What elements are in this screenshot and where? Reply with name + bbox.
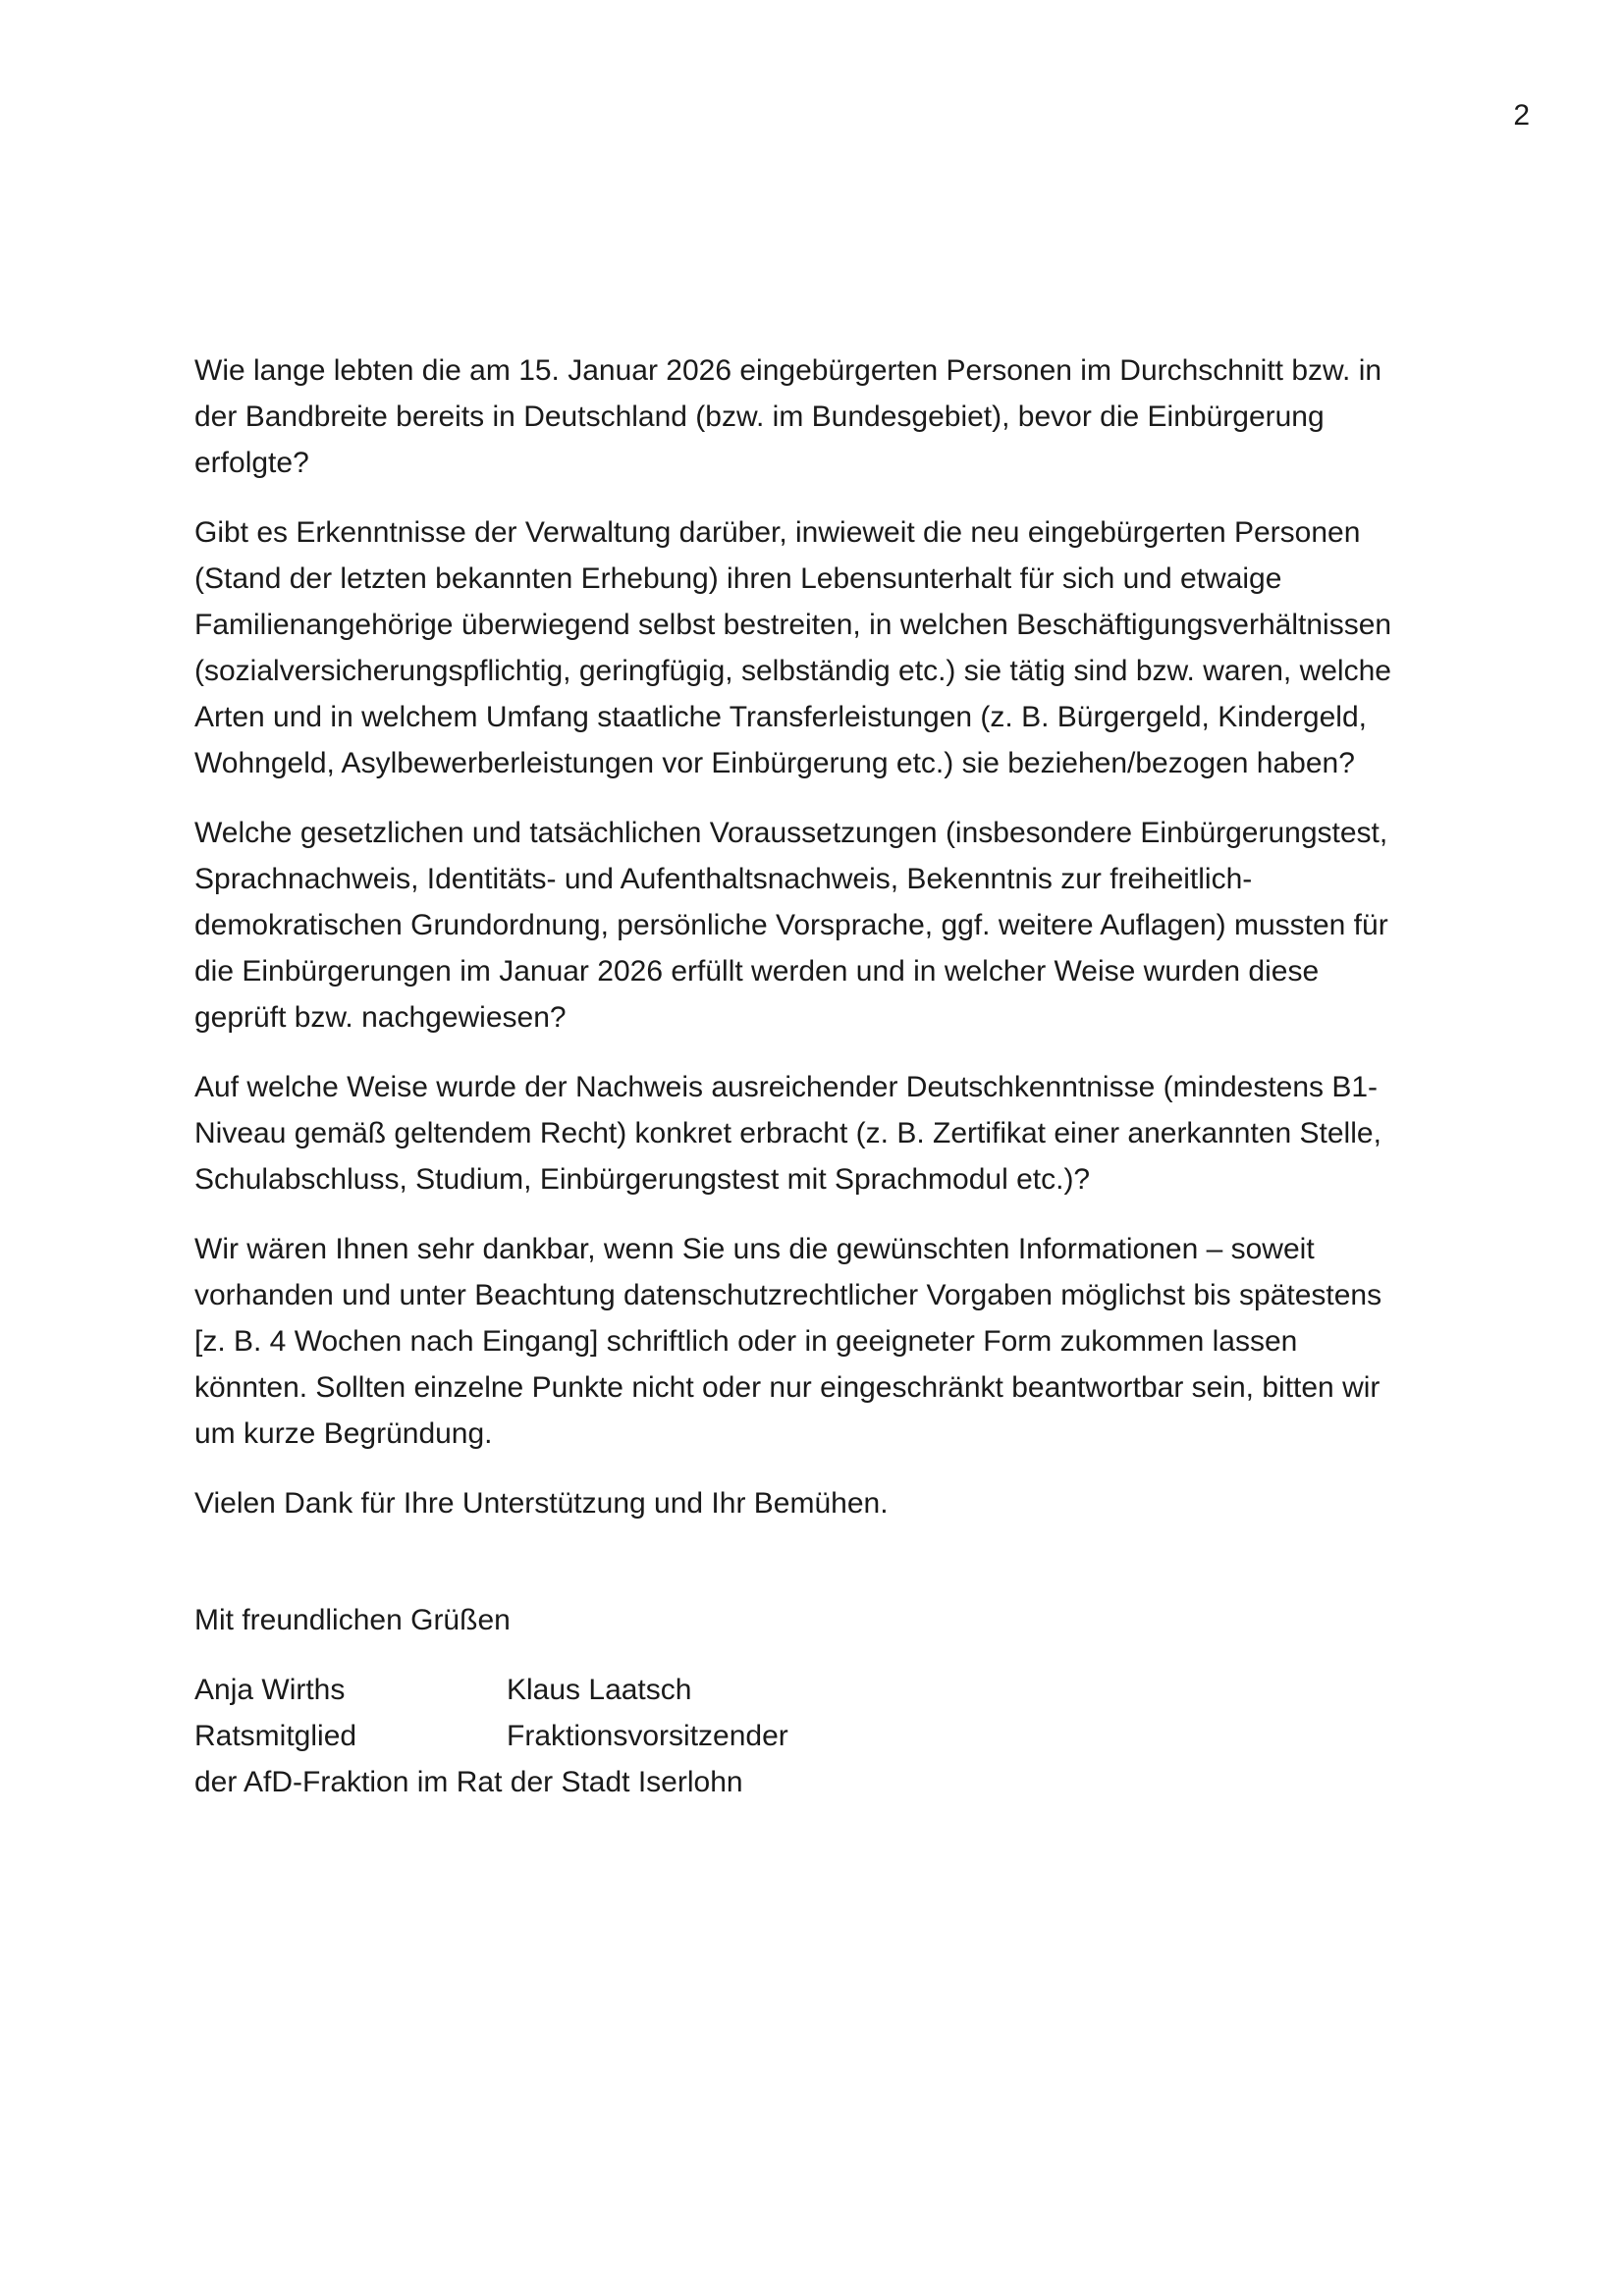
signatory-role: Fraktionsvorsitzender [507, 1720, 788, 1752]
paragraph-language-proof: Auf welche Weise wurde der Nachweis ausreichender Deutschkenntnisse (mindestens B1-Niveau gemäß geltendem Recht) konkret erbracht (z. B. Zertifikat einer anerkannten Stelle, Schulabschluss, Studium, Einbürgerungstest mit Sprachmodul etc.)? [194, 1071, 1381, 1196]
paragraph-requirements: Welche gesetzlichen und tatsächlichen Voraussetzungen (insbesondere Einbürgerungstest, Sprachnachweis, Identitäts- und Aufenthaltsnachweis, Bekenntnis zur freiheitlich-demokratischen Grundordnung, persönliche Vorsprache, ggf. weitere Auflagen) mussten für die Einbürgerungen im Januar 2026 erfüllt werden und in welcher Weise wurden diese geprüft bzw. nachgewiesen? [194, 817, 1388, 1034]
paragraph-residence-duration: Wie lange lebten die am 15. Januar 2026 eingebürgerten Personen im Durchschnitt bzw. in der Bandbreite bereits in Deutschland (bzw. im Bundesgebiet), bevor die Einbürgerung erfolgte? [194, 354, 1382, 479]
signature-block [194, 1667, 1402, 1805]
letter-body [194, 347, 1402, 1805]
paragraph-thanks: Vielen Dank für Ihre Unterstützung und Ihr Bemühen. [194, 1487, 889, 1520]
paragraph-request: Wir wären Ihnen sehr dankbar, wenn Sie uns die gewünschten Informationen – soweit vorhanden und unter Beachtung datenschutzrechtlicher Vorgaben möglichst bis spätestens [z. B. 4 Wochen nach Eingang] schriftlich oder in geeigneter Form zukommen lassen könnten. Sollten einzelne Punkte nicht oder nur eingeschränkt beantwortbar sein, bitten wir um kurze Begründung. [194, 1233, 1382, 1450]
signatory-role: Ratsmitglied [194, 1720, 357, 1752]
signatory-names-row [194, 1667, 1402, 1713]
signatory-name: Anja Wirths [194, 1674, 346, 1706]
signatory-roles-row [194, 1713, 1402, 1759]
page-number: 2 [1513, 99, 1530, 132]
signatory-name: Klaus Laatsch [507, 1674, 692, 1706]
organization-name: der AfD-Fraktion im Rat der Stadt Iserlohn [194, 1766, 743, 1798]
closing-salutation: Mit freundlichen Grüßen [194, 1604, 511, 1636]
paragraph-livelihood: Gibt es Erkenntnisse der Verwaltung darüber, inwieweit die neu eingebürgerten Personen (Stand der letzten bekannten Erhebung) ihren Lebensunterhalt für sich und etwaige Familienangehörige überwiegend selbst bestreiten, in welchen Beschäftigungsverhältnissen (sozialversicherungspflichtig, geringfügig, selbständig etc.) sie tätig sind bzw. waren, welche Arten und in welchem Umfang staatliche Transferleistungen (z. B. Bürgergeld, Kindergeld, Wohngeld, Asylbewerberleistungen vor Einbürgerung etc.) sie beziehen/bezogen haben? [194, 516, 1392, 779]
